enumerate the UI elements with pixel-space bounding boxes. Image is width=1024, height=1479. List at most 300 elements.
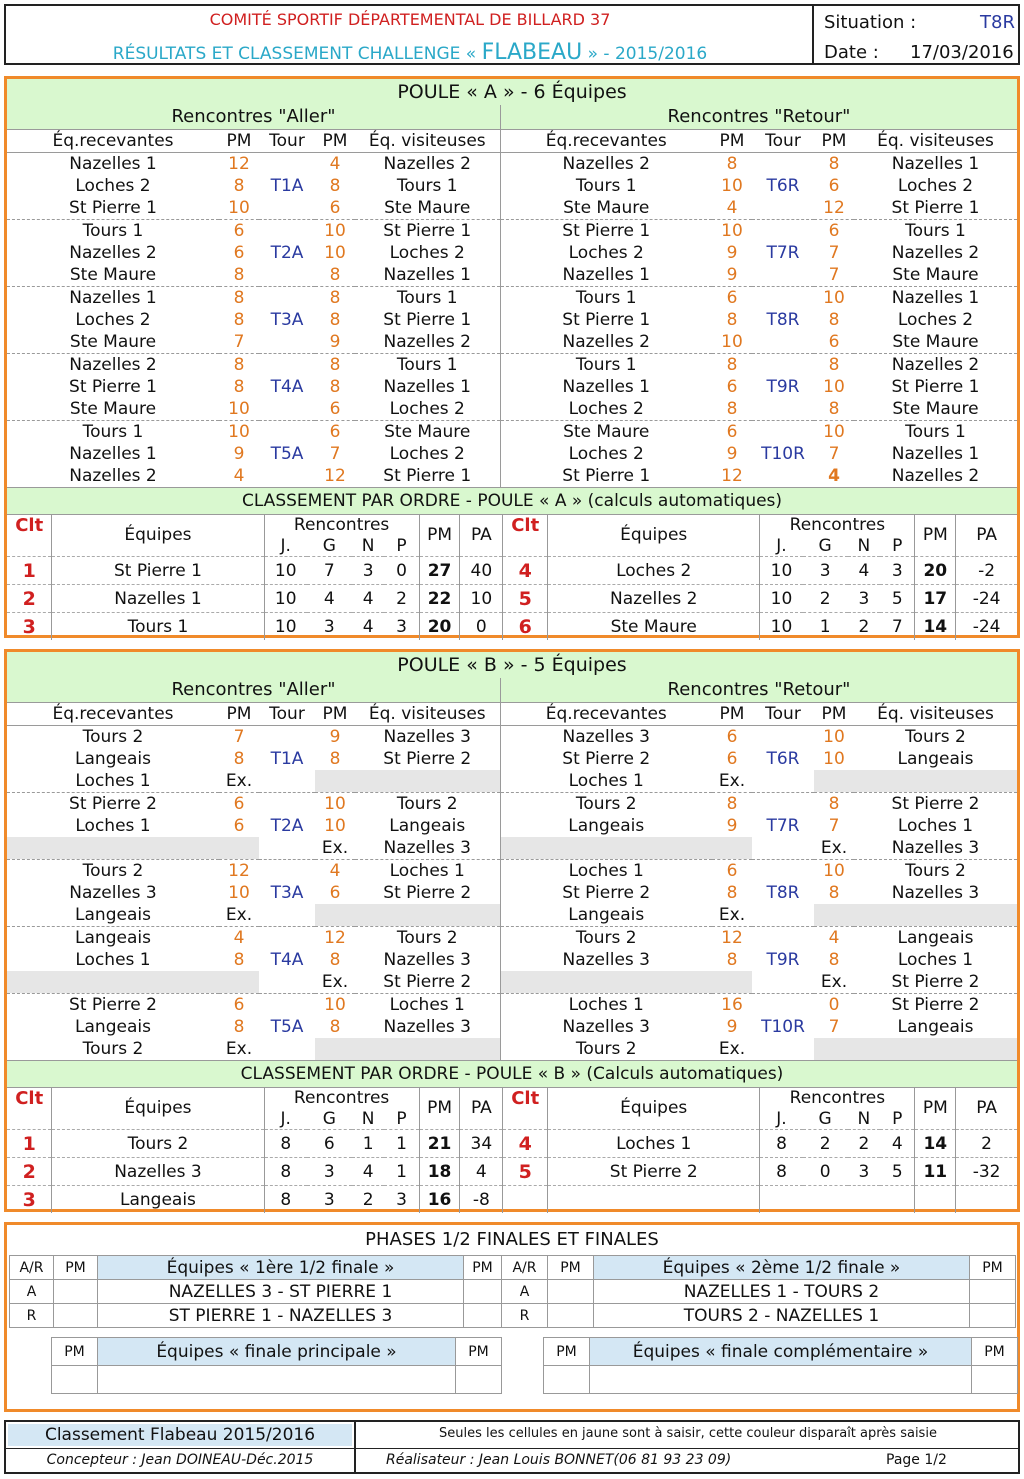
retour-home-pm: 8 [726,399,738,419]
retour-home-team: Loches 1 [500,994,712,1017]
match-row [7,971,1017,994]
lost: 4 [880,1130,915,1158]
semi1-pm-away[interactable] [464,1280,502,1304]
retour-away-pm: 6 [814,220,854,243]
aller-tour [259,837,315,860]
played [760,1186,803,1214]
retour-tour [752,860,814,883]
aller-home-pm: 10 [228,883,250,903]
retour-home-team: St Pierre 1 [500,220,712,243]
retour-away-pm: 7 [828,265,840,285]
drawn: 2 [352,1186,385,1214]
lost: 2 [384,585,419,613]
aller-home-team: Tours 2 [7,860,219,883]
retour-away-pm [814,1038,854,1060]
aller-away-team [355,770,500,793]
retour-away-pm: 7 [828,816,840,836]
aller-away-pm: 8 [329,310,341,330]
aller-home-pm: 8 [233,1017,245,1037]
retour-away-team [854,1038,1017,1060]
retour-home-pm: 6 [726,377,738,397]
aller-home-pm: 6 [219,793,259,816]
aller-heading: Rencontres "Aller" [171,106,336,127]
rank: 2 [7,1158,52,1186]
col-home: Éq.recevantes [500,130,712,153]
col-pm: PM [219,703,259,726]
points-match: 22 [419,585,460,613]
aller-away-team: Tours 2 [355,793,500,816]
aller-away-pm: 8 [329,265,341,285]
drawn: 4 [352,585,385,613]
phases-section [4,1222,1020,1412]
retour-away-team [854,904,1017,927]
aller-away-team: St Pierre 2 [355,748,500,770]
aller-away-pm [315,1038,355,1060]
aller-tour: T5A [270,444,304,464]
g-header: G [818,1109,832,1129]
aller-away-pm: 10 [324,816,346,836]
retour-home-pm: Ex. [718,771,746,791]
match-row [7,949,1017,971]
retour-away-team: Ste Maure [892,332,979,352]
retour-home-pm: 12 [712,927,752,950]
equipes-header: Équipes [548,1087,760,1130]
footer-divider [354,1422,356,1472]
j-header: J. [776,536,787,556]
retour-tour: T6R [766,176,800,196]
final-comp-pm-away[interactable] [972,1366,1018,1394]
lost: 3 [880,557,915,585]
rencontres-header: Rencontres [264,514,419,536]
aller-home-pm: 8 [233,377,245,397]
retour-home-team: St Pierre 1 [562,310,651,330]
aller-away-team: Nazelles 1 [355,264,500,287]
aller-home-pm: 6 [219,220,259,243]
retour-home-pm: 10 [721,176,743,196]
retour-away-pm: 10 [823,749,845,769]
pm-header: PM [915,514,956,557]
final-main-match[interactable] [98,1366,456,1394]
retour-away-pm: 8 [814,354,854,377]
aller-home-team: Nazelles 1 [69,444,157,464]
team-name: Loches 2 [548,557,760,585]
header-divider [812,6,814,63]
points-match: 14 [915,613,956,641]
won: 4 [307,585,352,613]
pm-header: PM [970,1256,1016,1280]
retour-away-pm: 12 [823,198,845,218]
retour-away-team: Nazelles 2 [891,243,980,263]
aller-home-team: Ste Maure [69,265,157,285]
aller-away-pm: 10 [315,220,355,243]
lost: 3 [384,613,419,641]
retour-home-pm: Ex. [718,1039,746,1059]
aller-tour [259,354,315,377]
aller-home-team: Tours 1 [7,421,219,444]
retour-tour [752,264,814,287]
retour-away-team: Loches 1 [897,950,974,970]
col-pm: PM [315,703,355,726]
match-row [7,770,1017,793]
aller-away-team: Loches 2 [355,398,500,421]
aller-home-team: Nazelles 2 [7,354,219,377]
aller-home-pm: 8 [233,310,245,330]
title-suffix: » - 2015/2016 [587,44,708,64]
retour-away-team [854,770,1017,793]
aller-home-team: Tours 2 [82,727,144,747]
pa-header: PA [976,525,997,545]
col-pm: PM [814,703,854,726]
points-match: 21 [419,1130,460,1158]
aller-away-pm: 8 [329,176,341,196]
rank [503,1186,548,1214]
rencontres-header: Rencontres [264,1087,419,1109]
g-header: G [322,1109,336,1129]
retour-home-team: Tours 1 [500,287,712,310]
aller-away-pm: 4 [315,860,355,883]
aller-away-team: Loches 2 [355,242,500,264]
aller-away-pm: 6 [329,198,341,218]
aller-home-pm: 10 [228,399,250,419]
match-row [7,376,1017,398]
retour-home-pm: 9 [726,243,738,263]
retour-home-team: Ste Maure [500,421,712,444]
retour-home-team: Tours 1 [500,354,712,377]
final-comp-pm-home[interactable] [544,1366,590,1394]
retour-away-pm: Ex. [820,972,848,992]
aller-tour [259,398,315,421]
aller-home-pm [219,837,259,860]
poule-a-matches-table [7,130,1017,487]
col-away: Éq. visiteuses [854,130,1017,153]
aller-home-team: Nazelles 2 [69,243,157,263]
pm-header: PM [544,1338,590,1366]
retour-tour [752,927,814,950]
retour-home-team: Nazelles 1 [562,377,650,397]
retour-home-pm: 8 [712,793,752,816]
aller-home-pm: 6 [219,994,259,1017]
match-row [7,882,1017,904]
poule-b-standings-title: CLASSEMENT PAR ORDRE - POULE « B » (Calculs automatiques) [7,1060,1017,1088]
retour-away-team: Loches 2 [897,310,974,330]
retour-away-team: Ste Maure [892,265,979,285]
aller-away-pm: 10 [324,243,346,263]
points-diff: -2 [956,557,1017,585]
aller-home-pm: 8 [233,950,245,970]
standing-row [7,585,1017,613]
aller-home-team: Langeais [7,927,219,950]
semi2-header: Équipes « 2ème 1/2 finale » [594,1256,970,1280]
team-name: Ste Maure [548,613,760,641]
aller-away-pm: 8 [329,950,341,970]
poule-a-title: POULE « A » - 6 Équipes [7,79,1017,106]
won: 3 [307,1186,352,1214]
aller-away-pm: 8 [329,377,341,397]
pm-header: PM [456,1338,502,1366]
rank: 4 [503,557,548,585]
aller-tour [259,1038,315,1060]
points-diff: 40 [460,557,503,585]
played: 10 [264,557,307,585]
retour-away-pm: 8 [828,883,840,903]
poule-b-standings-table [7,1087,1017,1213]
retour-home-team: Nazelles 1 [562,265,650,285]
drawn: 3 [352,557,385,585]
rank: 3 [7,613,52,641]
match-row [7,904,1017,927]
aller-home-pm: 8 [219,354,259,377]
retour-away-pm: 8 [814,793,854,816]
semi2-pm-away[interactable] [970,1280,1016,1304]
retour-away-team: Nazelles 1 [891,154,980,174]
match-row [7,837,1017,860]
p-header: P [384,1109,419,1130]
aller-home-team: Loches 1 [75,771,151,791]
aller-away-pm: Ex. [321,838,349,858]
aller-tour [259,465,315,487]
poule-a-section [4,76,1020,638]
retour-away-pm: 8 [828,154,840,174]
drawn: 2 [848,1130,881,1158]
match-row [7,309,1017,331]
retour-tour [752,153,814,176]
aller-away-pm: 7 [329,444,341,464]
match-row [7,197,1017,220]
drawn: 3 [848,585,881,613]
aller-home-pm: 6 [233,243,245,263]
lost: 7 [880,613,915,641]
final-comp-match[interactable] [590,1366,972,1394]
final-main-pm-away[interactable] [456,1366,502,1394]
points-diff: 0 [460,613,503,641]
lost: 5 [880,585,915,613]
aller-home-team: Tours 2 [82,1039,144,1059]
semi1-leg: R [10,1304,54,1328]
aller-tour [259,860,315,883]
retour-away-pm: 8 [828,399,840,419]
g-header: G [322,536,336,556]
retour-away-pm: 10 [823,377,845,397]
final-main-pm-home[interactable] [52,1366,98,1394]
semi1-leg: A [10,1280,54,1304]
aller-away-team: Tours 1 [355,287,500,310]
aller-tour: T4A [270,950,304,970]
team-name: Loches 1 [548,1130,760,1158]
retour-home-pm: 9 [726,444,738,464]
points-diff: -32 [956,1158,1017,1186]
pm-header: PM [419,514,460,557]
aller-home-pm: 8 [219,287,259,310]
retour-home-pm: 10 [712,220,752,243]
semi2-leg: A [502,1280,548,1304]
pm-header: PM [464,1256,502,1280]
semi2-pm-home[interactable] [548,1280,594,1304]
retour-away-pm: 7 [828,444,840,464]
match-row [7,927,1017,950]
semi1-match: ST PIERRE 1 - NAZELLES 3 [98,1304,464,1328]
aller-tour: T2A [270,816,304,836]
team-name: Nazelles 2 [548,585,760,613]
situation-label: Situation : [824,12,917,33]
aller-away-team: Tours 1 [355,354,500,377]
retour-away-team: Nazelles 2 [891,466,980,486]
col-away: Éq. visiteuses [854,703,1017,726]
semi2-pm-away[interactable] [970,1304,1016,1328]
aller-home-team: St Pierre 1 [69,377,157,397]
retour-away-team: St Pierre 2 [854,994,1017,1017]
rank: 5 [503,1158,548,1186]
clt-header: Clt [503,1087,548,1109]
aller-tour [259,726,315,749]
points-match: 14 [915,1130,956,1158]
played: 10 [760,585,803,613]
rank: 1 [7,557,52,585]
retour-home-team: St Pierre 1 [562,466,651,486]
team-name: Nazelles 1 [52,585,264,613]
retour-tour [752,994,814,1017]
match-row [7,748,1017,770]
retour-away-team: Nazelles 1 [854,287,1017,310]
aller-away-team: Tours 1 [355,175,500,197]
aller-tour: T5A [270,1017,304,1037]
points-match: 20 [915,557,956,585]
rencontres-header: Rencontres [760,514,915,536]
match-row [7,465,1017,487]
won: 7 [307,557,352,585]
aller-away-team: Nazelles 3 [355,726,500,749]
retour-tour [752,287,814,310]
aller-home-team: Langeais [75,1017,151,1037]
drawn: 4 [352,1158,385,1186]
retour-home-pm: 6 [726,727,738,747]
footer-realisateur: Réalisateur : Jean Louis BONNET(06 81 93 23 09) [386,1452,732,1468]
aller-tour [259,994,315,1017]
page-footer [4,1420,1020,1474]
pm-header: PM [419,1087,460,1130]
points-diff: 2 [956,1130,1017,1158]
points-match: 27 [419,557,460,585]
aller-tour [259,904,315,927]
aller-tour [259,927,315,950]
retour-tour: T7R [766,816,800,836]
final-main-header: Équipes « finale principale » [98,1338,456,1366]
retour-away-pm: 10 [814,287,854,310]
match-row [7,242,1017,264]
aller-away-team: Ste Maure [355,421,500,444]
lost: 3 [384,1186,419,1214]
team-name: Langeais [52,1186,264,1214]
won: 0 [803,1158,848,1186]
retour-home-team: Nazelles 3 [562,1017,650,1037]
retour-home-pm [712,971,752,994]
retour-tour [752,793,814,816]
aller-home-pm: Ex. [225,771,253,791]
retour-tour [752,220,814,243]
match-row [7,994,1017,1017]
aller-away-pm: Ex. [321,972,349,992]
p-header: P [880,1109,915,1130]
played: 10 [760,613,803,641]
aller-home-pm: 8 [233,749,245,769]
final-main-table [51,1337,502,1394]
played: 10 [264,613,307,641]
aller-away-pm [315,770,355,793]
retour-home-pm: 10 [721,332,743,352]
retour-tour: T8R [766,883,800,903]
match-row [7,331,1017,354]
j-header: J. [280,536,291,556]
retour-tour [752,331,814,354]
n-header: N [361,536,375,556]
aller-away-team: Nazelles 2 [355,331,500,354]
col-away: Éq. visiteuses [355,703,500,726]
col-tour: Tour [259,130,315,153]
aller-home-team: St Pierre 1 [69,198,157,218]
aller-away-pm: 6 [329,883,341,903]
aller-home-team: Tours 1 [7,220,219,243]
col-pm: PM [712,130,752,153]
aller-home-pm: 4 [233,466,245,486]
points-match: 20 [419,613,460,641]
retour-away-pm [814,770,854,793]
retour-home-pm: 9 [726,1017,738,1037]
org-name: COMITÉ SPORTIF DÉPARTEMENTAL DE BILLARD 37 [209,10,611,29]
equipes-header: Équipes [52,514,264,557]
aller-away-pm: 4 [329,154,341,174]
aller-tour: T2A [270,243,304,263]
semi1-pm-home[interactable] [54,1304,98,1328]
aller-away-pm: 10 [315,994,355,1017]
points-diff [956,1186,1017,1214]
equipes-header: Équipes [52,1087,264,1130]
points-diff: -24 [956,585,1017,613]
points-match [915,1186,956,1214]
won: 3 [307,1158,352,1186]
retour-home-team: St Pierre 2 [562,883,651,903]
retour-home-pm: 6 [726,749,738,769]
retour-away-team: Loches 1 [897,816,974,836]
poule-b-title: POULE « B » - 5 Équipes [7,652,1017,679]
retour-home-team: Tours 2 [500,927,712,950]
team-name: St Pierre 1 [52,557,264,585]
semi1-pm-home[interactable] [54,1280,98,1304]
retour-away-pm: 8 [828,950,840,970]
won: 6 [307,1130,352,1158]
retour-away-pm: 7 [828,243,840,263]
aller-away-pm: 8 [315,287,355,310]
aller-home-team: Nazelles 1 [7,287,219,310]
retour-home-pm [712,837,752,860]
poule-b-matches-table [7,703,1017,1060]
equipes-header: Équipes [548,514,760,557]
drawn: 3 [848,1158,881,1186]
pm-header: PM [54,1256,98,1280]
semi1-pm-away[interactable] [464,1304,502,1328]
aller-tour [259,197,315,220]
aller-tour [259,264,315,287]
retour-home-pm: 12 [721,466,743,486]
semi2-pm-home[interactable] [548,1304,594,1328]
retour-home-pm: 8 [712,354,752,377]
retour-away-pm: 4 [828,466,840,486]
aller-away-team: Ste Maure [355,197,500,220]
played: 8 [264,1130,307,1158]
retour-tour: T9R [766,377,800,397]
aller-home-team: Langeais [75,749,151,769]
footer-classement: Classement Flabeau 2015/2016 [8,1424,352,1446]
aller-home-team: Loches 1 [75,950,151,970]
retour-home-pm: 6 [712,287,752,310]
